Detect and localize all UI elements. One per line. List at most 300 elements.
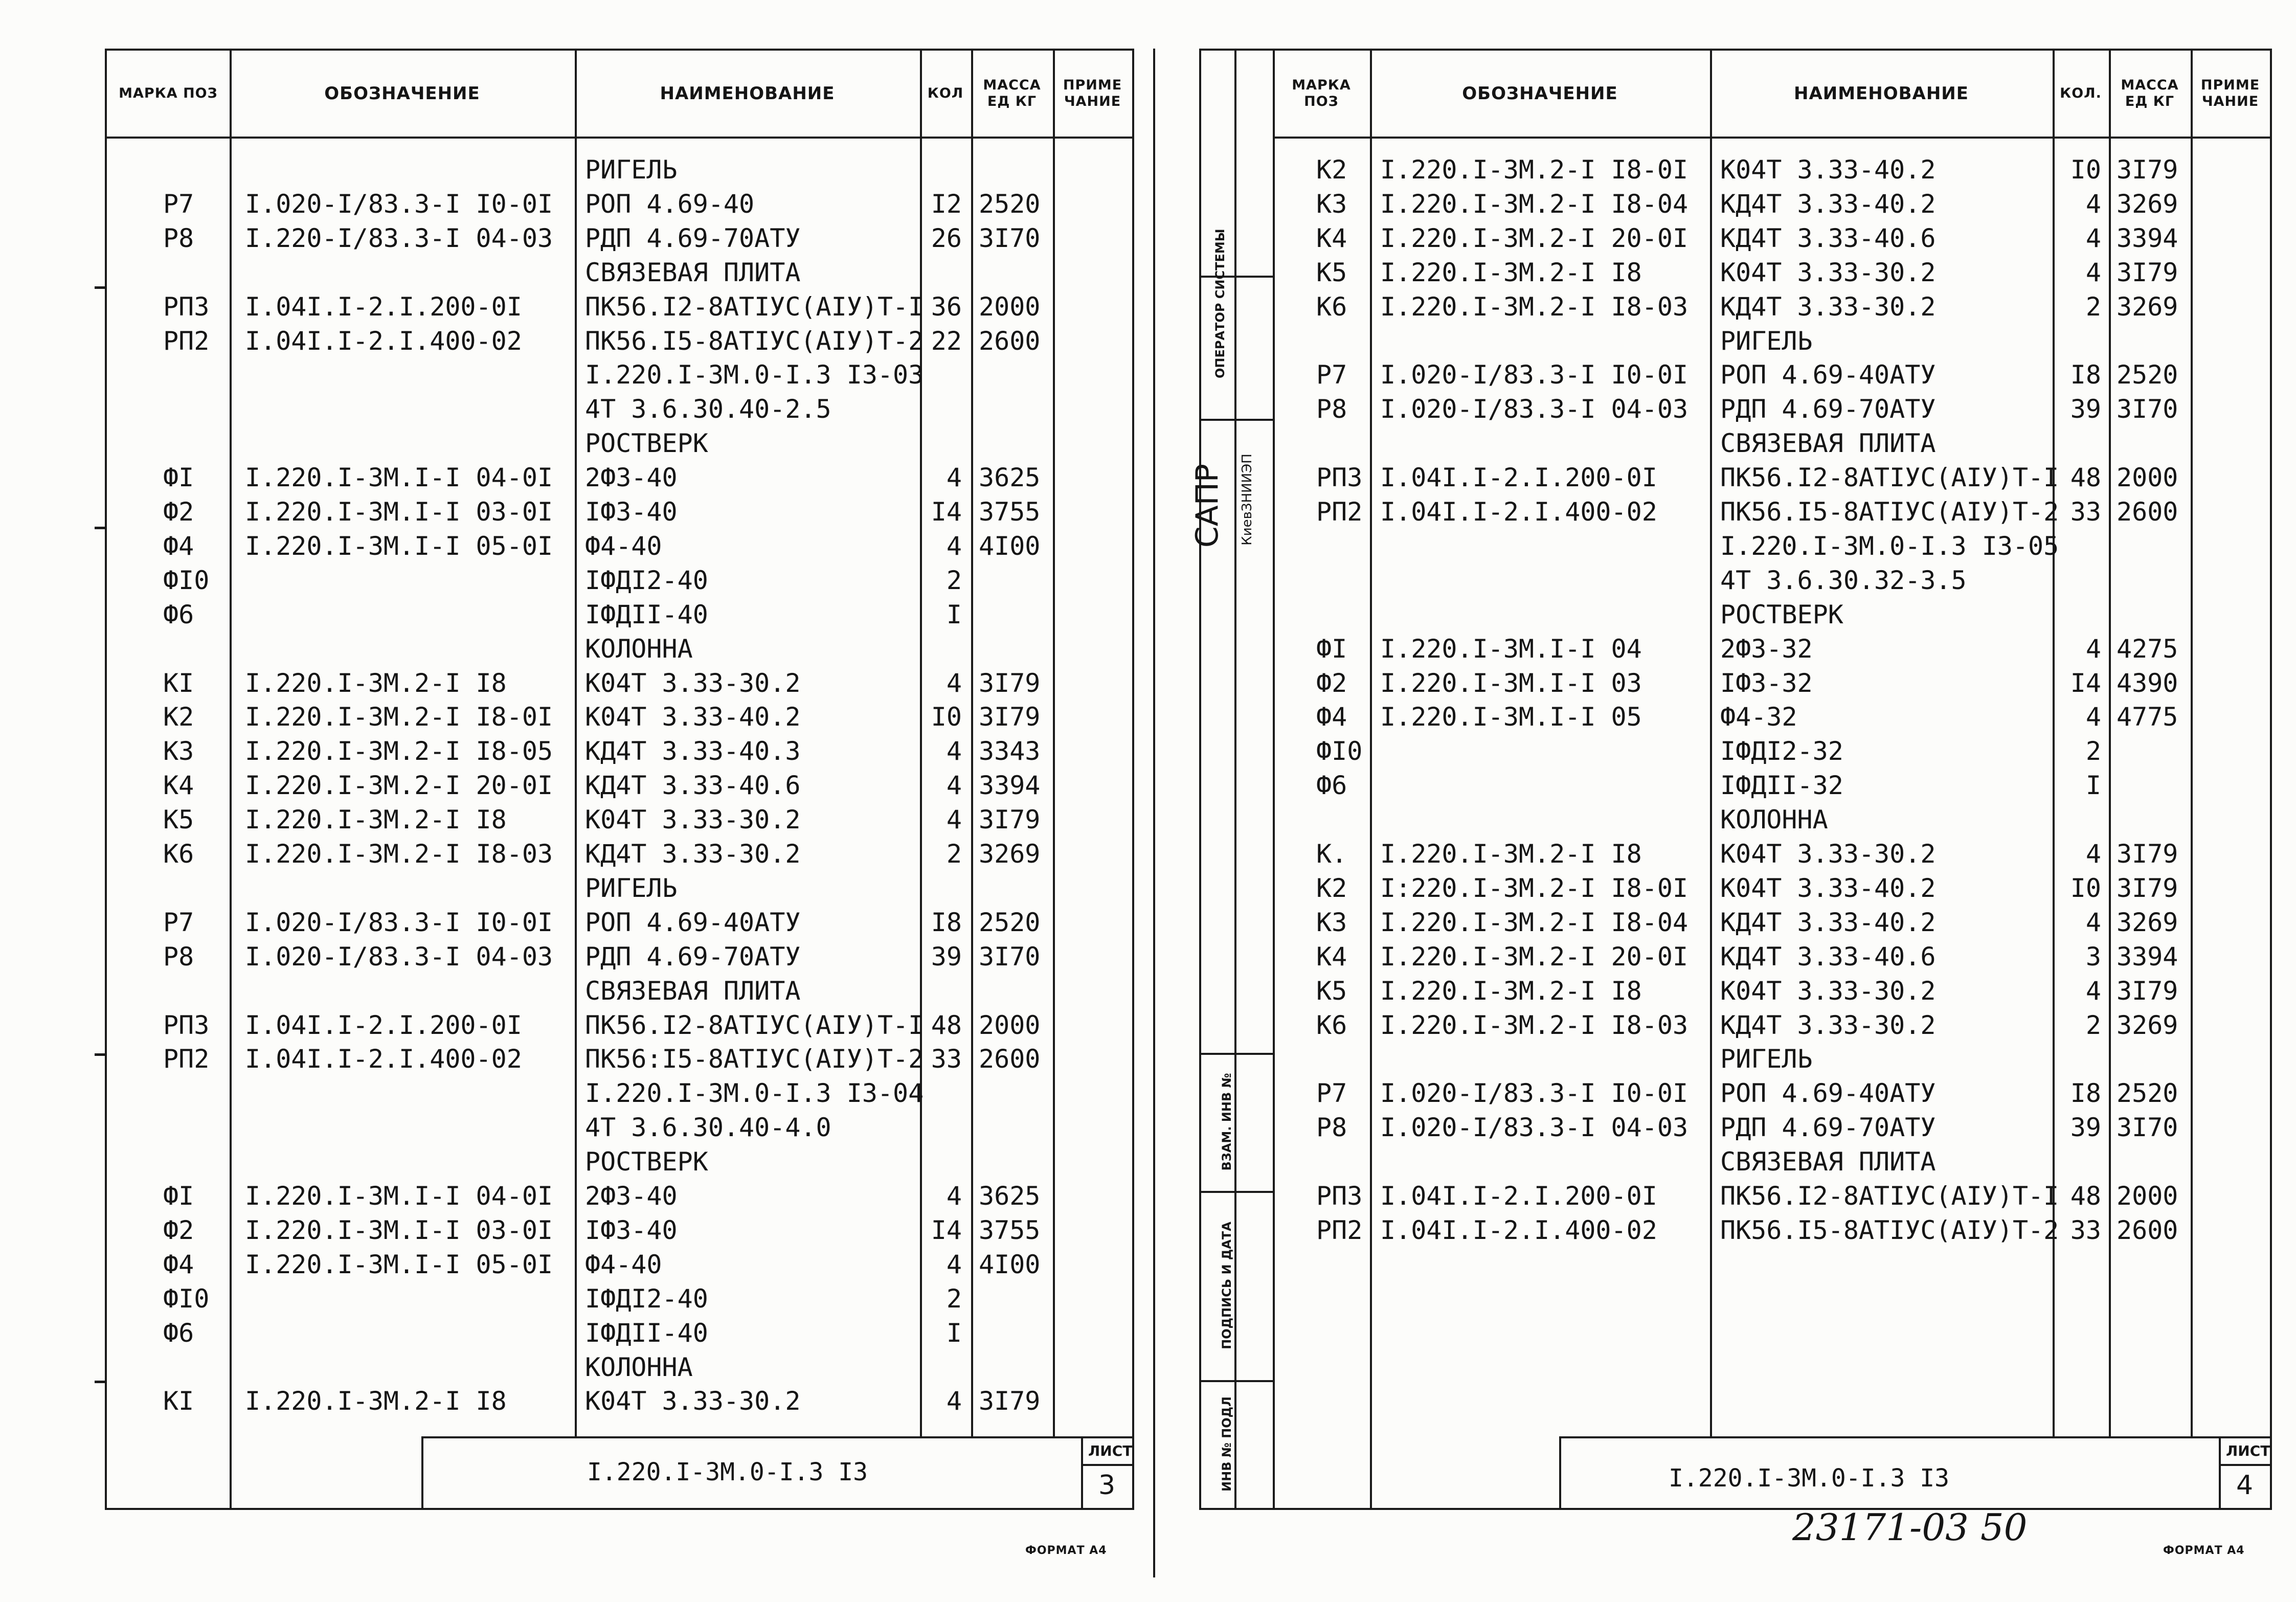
cell-qty: 2 — [946, 839, 962, 869]
cell-designation: I.220.I-3М.2-I I8 — [245, 668, 507, 698]
cell-qty: I0 — [2070, 873, 2101, 903]
table-row — [1201, 324, 2270, 358]
cell-name: СВЯЗЕВАЯ ПЛИТА — [1720, 1147, 1936, 1177]
cell-designation: I.04I.I-2.I.400-02 — [1380, 497, 1657, 527]
table-row — [1201, 666, 2270, 700]
cell-mark: КI — [163, 668, 194, 698]
cell-name: РДП 4.69-70АТУ — [1720, 1113, 1936, 1143]
cell-mass: 3269 — [2117, 1010, 2178, 1040]
cell-name: РОП 4.69-40АТУ — [1720, 1078, 1936, 1109]
cell-qty: 4 — [2085, 839, 2101, 869]
table-row — [1201, 426, 2270, 460]
cell-qty: I8 — [2070, 1078, 2101, 1109]
side-label-inv: ИНВ № ПОДЛ — [1220, 1396, 1234, 1492]
cell-qty: 4 — [2085, 189, 2101, 219]
cell-mark: К4 — [1316, 223, 1347, 253]
cell-designation: I.220.I-3М.2-I I8-04 — [1380, 189, 1689, 219]
cell-qty: I4 — [931, 1215, 962, 1245]
cell-mark: К4 — [163, 771, 194, 801]
cell-name: КД4Т 3.33-40.2 — [1720, 189, 1936, 219]
table-row — [107, 426, 1132, 460]
cell-name: КОЛОННА — [585, 634, 693, 664]
cell-mass: 3I70 — [2117, 394, 2178, 424]
side-label-operator: ОПЕРАТОР СИСТЕМЫ — [1213, 229, 1227, 378]
cell-qty: 22 — [931, 326, 962, 356]
cell-designation: I.04I.I-2.I.200-0I — [245, 1010, 522, 1040]
table-row — [107, 666, 1132, 700]
cell-designation: I.220.I-3М.I-I 05 — [1380, 702, 1642, 732]
cell-mark: ФI — [163, 463, 194, 493]
cell-mass: 3I79 — [979, 1386, 1041, 1416]
table-row — [1201, 495, 2270, 529]
table-row — [107, 769, 1132, 802]
cell-designation: I.220.I-3М.I-I 03-0I — [245, 1215, 553, 1245]
cell-name: КД4Т 3.33-30.2 — [1720, 1010, 1936, 1040]
binding-tick — [95, 1053, 106, 1056]
table-row — [1201, 256, 2270, 289]
table-row — [107, 906, 1132, 939]
cell-mass: 2520 — [2117, 1078, 2178, 1109]
side-label-sapr: САПР — [1189, 463, 1225, 548]
cell-mark: К6 — [1316, 1010, 1347, 1040]
cell-name: ПК56.I5-8АТIУС(АIУ)Т-2 — [1720, 1215, 2059, 1245]
cell-designation: I.220.I-3М.2-I 20-0I — [245, 771, 553, 801]
cell-name: КД4Т 3.33-40.6 — [585, 771, 801, 801]
cell-mark: РП3 — [163, 291, 210, 322]
table-row — [1201, 529, 2270, 563]
cell-name: РОСТВЕРК — [585, 1147, 708, 1177]
cell-designation: I.220.I-3М.2-I I8 — [245, 1386, 507, 1416]
cell-name: К04Т 3.33-30.2 — [585, 1386, 801, 1416]
cell-designation: I.220.I-3М.2-I I8 — [1380, 257, 1642, 287]
table-row — [107, 461, 1132, 494]
table-row — [1201, 1076, 2270, 1110]
document-code: I.220.I-3М.0-I.3 I3 — [587, 1458, 868, 1486]
cell-designation: I.020-I/83.3-I I0-0I — [1380, 1078, 1689, 1109]
cell-designation: I.220.I-3М.2-I I8 — [1380, 976, 1642, 1006]
cell-name: РИГЕЛЬ — [1720, 1044, 1813, 1074]
cell-mass: 3625 — [979, 463, 1041, 493]
header-mark: МАРКА ПОЗ — [119, 85, 218, 101]
cell-mark: Р8 — [1316, 394, 1347, 424]
table-row — [107, 598, 1132, 631]
cell-mass: 3269 — [2117, 907, 2178, 937]
cell-mass: 3I79 — [979, 668, 1041, 698]
cell-qty: 2 — [946, 565, 962, 595]
sheet-label: ЛИСТ — [2226, 1442, 2270, 1459]
table-row — [1201, 1042, 2270, 1076]
cell-mass: 3343 — [979, 736, 1041, 766]
cell-qty: I8 — [2070, 360, 2101, 390]
table-row — [1201, 358, 2270, 392]
cell-mass: 2520 — [979, 189, 1041, 219]
cell-name: ПК56.I2-8АТIУС(АIУ)Т-I — [1720, 1181, 2059, 1211]
cell-designation: I.020-I/83.3-I I0-0I — [1380, 360, 1689, 390]
cell-designation: I.04I.I-2.I.200-0I — [1380, 1181, 1657, 1211]
cell-mark: Р7 — [163, 189, 194, 219]
cell-mass: 3269 — [2117, 291, 2178, 322]
cell-designation: I.020-I/83.3-I I0-0I — [245, 907, 553, 937]
cell-qty: 2 — [2085, 291, 2101, 322]
cell-mark: К2 — [163, 702, 194, 732]
table-row — [107, 871, 1132, 905]
table-row — [1201, 598, 2270, 631]
cell-mark: К5 — [1316, 976, 1347, 1006]
table-row — [1201, 461, 2270, 494]
cell-qty: 33 — [2070, 497, 2101, 527]
cell-name: КД4Т 3.33-40.6 — [1720, 941, 1936, 972]
cell-name: IФДII-32 — [1720, 771, 1843, 801]
cell-qty: 4 — [946, 1181, 962, 1211]
cell-mark: Р8 — [1316, 1113, 1347, 1143]
header-qty: КОЛ. — [2060, 85, 2102, 101]
sheet-box-divider — [2221, 1464, 2272, 1466]
cell-mass: 3269 — [2117, 189, 2178, 219]
cell-mark: К5 — [1316, 257, 1347, 287]
table-row — [107, 1248, 1132, 1281]
cell-qty: 4 — [2085, 223, 2101, 253]
table-row — [107, 1213, 1132, 1247]
cell-designation: I.020-I/83.3-I 04-03 — [1380, 394, 1689, 424]
cell-name: КОЛОННА — [585, 1352, 693, 1382]
cell-qty: 4 — [946, 1249, 962, 1279]
cell-name: 4Т 3.6.30.40-2.5 — [585, 394, 831, 424]
cell-name: 2Ф3-32 — [1720, 634, 1813, 664]
cell-mark: Ф4 — [163, 531, 194, 561]
cell-mark: КI — [163, 1386, 194, 1416]
cell-mass: 3755 — [979, 497, 1041, 527]
handwritten-archive-number: 23171-03 50 — [1792, 1506, 2028, 1549]
cell-name: РИГЕЛЬ — [1720, 326, 1813, 356]
table-row — [107, 803, 1132, 837]
cell-qty: 4 — [946, 771, 962, 801]
table-row — [107, 940, 1132, 974]
cell-qty: 4 — [946, 531, 962, 561]
cell-mass: 3394 — [2117, 223, 2178, 253]
cell-mark: Ф2 — [1316, 668, 1347, 698]
cell-designation: I.220.I-3М.I-I 03-0I — [245, 497, 553, 527]
table-row — [1201, 187, 2270, 221]
cell-mass: 2000 — [2117, 1181, 2178, 1211]
header-designation: ОБОЗНАЧЕНИЕ — [324, 83, 480, 104]
cell-qty: 4 — [2085, 702, 2101, 732]
cell-mark: Ф6 — [163, 599, 194, 629]
cell-qty: I — [946, 599, 962, 629]
cell-name: IФДII-40 — [585, 599, 708, 629]
cell-qty: 39 — [2070, 394, 2101, 424]
cell-designation: I:220.I-3М.2-I I8-0I — [1380, 873, 1689, 903]
cell-qty: I4 — [2070, 668, 2101, 698]
cell-name: КД4Т 3.33-40.6 — [1720, 223, 1936, 253]
cell-mark: Р7 — [1316, 1078, 1347, 1109]
cell-designation: I.220.I-3М.2-I 20-0I — [1380, 223, 1689, 253]
cell-designation: I.04I.I-2.I.200-0I — [1380, 463, 1657, 493]
cell-qty: I0 — [2070, 155, 2101, 185]
header-divider — [1273, 137, 2270, 139]
table-row — [1201, 563, 2270, 597]
cell-name: ПК56.I5-8АТIУС(АIУ)Т-2 — [1720, 497, 2059, 527]
cell-qty: I0 — [931, 702, 962, 732]
header-divider — [107, 137, 1132, 139]
cell-mark: К3 — [1316, 907, 1347, 937]
cell-qty: 2 — [2085, 736, 2101, 766]
cell-mass: 3755 — [979, 1215, 1041, 1245]
cell-mark: ФI — [1316, 634, 1347, 664]
cell-mass: 2600 — [2117, 497, 2178, 527]
table-row — [1201, 153, 2270, 187]
header-note: ПРИМЕ ЧАНИЕ — [2200, 77, 2260, 109]
table-row — [1201, 769, 2270, 802]
cell-mass: 4275 — [2117, 634, 2178, 664]
cell-name: К04Т 3.33-40.2 — [1720, 873, 1936, 903]
cell-mass: 3269 — [979, 839, 1041, 869]
cell-mark: Ф2 — [163, 497, 194, 527]
spec-sheet-4 — [1189, 49, 2272, 1510]
cell-qty: 48 — [2070, 463, 2101, 493]
table-row — [1201, 906, 2270, 939]
cell-name: I.220.I-3М.0-I.3 I3-05 — [1720, 531, 2059, 561]
table-row — [107, 1350, 1132, 1384]
cell-name: РОСТВЕРК — [585, 428, 708, 459]
page-fold-line — [1153, 49, 1155, 1577]
header-designation: ОБОЗНАЧЕНИЕ — [1462, 83, 1618, 104]
cell-mass: 3I79 — [2117, 976, 2178, 1006]
side-divider — [1201, 1380, 1273, 1382]
cell-mass: 3I79 — [979, 702, 1041, 732]
cell-mark: К4 — [1316, 941, 1347, 972]
table-row — [107, 1008, 1132, 1042]
cell-qty: 39 — [2070, 1113, 2101, 1143]
cell-name: I.220.I-3М.0-I.3 I3-04 — [585, 1078, 924, 1109]
cell-name: К04Т 3.33-30.2 — [1720, 257, 1936, 287]
cell-name: IФ3-40 — [585, 1215, 678, 1245]
cell-name: КД4Т 3.33-40.2 — [1720, 907, 1936, 937]
cell-designation: I.220.I-3М.2-I I8-03 — [1380, 291, 1689, 322]
table-row — [107, 837, 1132, 871]
cell-qty: 36 — [931, 291, 962, 322]
table-row — [1201, 974, 2270, 1008]
cell-designation: I.04I.I-2.I.400-02 — [245, 1044, 522, 1074]
cell-mark: РП2 — [163, 326, 210, 356]
cell-name: КД4Т 3.33-40.3 — [585, 736, 801, 766]
format-label: ФОРМАТ А4 — [1025, 1544, 1107, 1557]
cell-name: IФДI2-40 — [585, 1283, 708, 1314]
cell-name: IФДI2-32 — [1720, 736, 1843, 766]
cell-qty: I2 — [931, 189, 962, 219]
cell-designation: I.220.I-3М.2-I I8-03 — [1380, 1010, 1689, 1040]
cell-designation: I.220.I-3М.2-I I8-03 — [245, 839, 553, 869]
cell-name: IФ3-40 — [585, 497, 678, 527]
cell-mark: РП3 — [163, 1010, 210, 1040]
cell-designation: I.04I.I-2.I.200-0I — [245, 291, 522, 322]
cell-name: 2Ф3-40 — [585, 1181, 678, 1211]
cell-designation: I.220.I-3М.I-I 03 — [1380, 668, 1642, 698]
table-row — [107, 1076, 1132, 1110]
cell-mass: 4775 — [2117, 702, 2178, 732]
cell-qty: I8 — [931, 907, 962, 937]
sheet-label: ЛИСТ — [1088, 1442, 1133, 1459]
header-mark: МАРКА ПОЗ — [1292, 77, 1351, 109]
cell-mark: ФI0 — [163, 565, 210, 595]
cell-name: 4Т 3.6.30.32-3.5 — [1720, 565, 1967, 595]
table-row — [1201, 221, 2270, 255]
cell-mark: К5 — [163, 805, 194, 835]
cell-mark: РП3 — [1316, 1181, 1363, 1211]
cell-designation: I.220.I-3М.I-I 05-0I — [245, 1249, 553, 1279]
cell-qty: 4 — [946, 668, 962, 698]
header-mass: МАССА ЕД КГ — [2121, 77, 2179, 109]
cell-mark: Р7 — [163, 907, 194, 937]
table-row — [1201, 632, 2270, 666]
cell-name: IФДI2-40 — [585, 565, 708, 595]
cell-qty: 3 — [2085, 941, 2101, 972]
cell-qty: 4 — [2085, 907, 2101, 937]
cell-mark: ФI0 — [163, 1283, 210, 1314]
cell-mass: 3I70 — [979, 223, 1041, 253]
header-qty: КОЛ — [927, 85, 964, 101]
cell-mark: Ф6 — [163, 1318, 194, 1348]
cell-name: IФ3-32 — [1720, 668, 1813, 698]
cell-mark: К6 — [163, 839, 194, 869]
cell-mark: РП3 — [1316, 463, 1363, 493]
cell-designation: I.04I.I-2.I.400-02 — [245, 326, 522, 356]
table-row — [107, 290, 1132, 324]
table-row — [107, 221, 1132, 255]
cell-designation: I.020-I/83.3-I 04-03 — [245, 941, 553, 972]
cell-name: РОСТВЕРК — [1720, 599, 1843, 629]
table-row — [107, 1111, 1132, 1144]
cell-name: СВЯЗЕВАЯ ПЛИТА — [585, 257, 801, 287]
cell-designation: I.220.I-3М.I-I 04-0I — [245, 1181, 553, 1211]
cell-mark: Р8 — [163, 223, 194, 253]
cell-designation: I.020-I/83.3-I 04-03 — [1380, 1113, 1689, 1143]
sheet-number: 4 — [2236, 1470, 2254, 1501]
cell-qty: 26 — [931, 223, 962, 253]
cell-mass: 4I00 — [979, 1249, 1041, 1279]
table-row — [1201, 700, 2270, 734]
cell-name: ПК56.I2-8АТIУС(АIУ)Т-I — [1720, 463, 2059, 493]
cell-mass: 2520 — [2117, 360, 2178, 390]
cell-mark: К2 — [1316, 155, 1347, 185]
title-block — [1559, 1436, 2272, 1510]
cell-name: РИГЕЛЬ — [585, 155, 678, 185]
cell-mark: РП2 — [1316, 1215, 1363, 1245]
table-row — [107, 1179, 1132, 1213]
cell-mark: Ф6 — [1316, 771, 1347, 801]
table-row — [107, 1282, 1132, 1316]
cell-mark: Ф2 — [163, 1215, 194, 1245]
cell-name: ПК56.I2-8АТIУС(АIУ)Т-I — [585, 1010, 924, 1040]
cell-name: РДП 4.69-70АТУ — [585, 223, 801, 253]
cell-mass: 3I79 — [2117, 873, 2178, 903]
cell-designation: I.04I.I-2.I.400-02 — [1380, 1215, 1657, 1245]
side-label-vzam: ВЗАМ. ИНВ № — [1220, 1073, 1234, 1171]
cell-mark: ФI0 — [1316, 736, 1363, 766]
cell-name: Ф4-40 — [585, 531, 662, 561]
cell-name: СВЯЗЕВАЯ ПЛИТА — [585, 976, 801, 1006]
table-row — [107, 324, 1132, 358]
header-note: ПРИМЕ ЧАНИЕ — [1063, 77, 1122, 109]
cell-mass: 3394 — [2117, 941, 2178, 972]
table-row — [1201, 1179, 2270, 1213]
table-row — [1201, 871, 2270, 905]
cell-name: К04Т 3.33-40.2 — [1720, 155, 1936, 185]
cell-designation: I.220.I-3М.2-I I8-0I — [245, 702, 553, 732]
cell-designation: I.220.I-3М.2-I I8-0I — [1380, 155, 1689, 185]
table-row — [1201, 1111, 2270, 1144]
sheet-number: 3 — [1098, 1470, 1116, 1501]
cell-name: I.220.I-3М.0-I.3 I3-03 — [585, 360, 924, 390]
cell-mass: 3625 — [979, 1181, 1041, 1211]
cell-qty: 33 — [2070, 1215, 2101, 1245]
table-row — [107, 700, 1132, 734]
table-row — [107, 529, 1132, 563]
cell-mass: 2600 — [979, 1044, 1041, 1074]
binding-tick — [95, 527, 106, 529]
cell-qty: 2 — [946, 1283, 962, 1314]
table-row — [107, 187, 1132, 221]
cell-mass: 3I79 — [2117, 839, 2178, 869]
sheet-number-box — [2219, 1438, 2272, 1508]
cell-designation: I.220.I-3М.2-I I8-05 — [245, 736, 553, 766]
table-row — [1201, 837, 2270, 871]
cell-name: К04Т 3.33-30.2 — [585, 668, 801, 698]
table-row — [1201, 290, 2270, 324]
cell-name: КД4Т 3.33-30.2 — [1720, 291, 1936, 322]
cell-qty: 4 — [946, 1386, 962, 1416]
table-row — [107, 974, 1132, 1008]
table-row — [107, 1316, 1132, 1350]
cell-name: 2Ф3-40 — [585, 463, 678, 493]
cell-qty: 4 — [946, 463, 962, 493]
cell-designation: I.220.I-3М.2-I I8 — [245, 805, 507, 835]
cell-mass: 4I00 — [979, 531, 1041, 561]
cell-mark: К6 — [1316, 291, 1347, 322]
table-row — [107, 632, 1132, 666]
document-code: I.220.I-3М.0-I.3 I3 — [1669, 1464, 1950, 1493]
cell-designation: I.220.I-3М.2-I I8 — [1380, 839, 1642, 869]
cell-qty: 39 — [931, 941, 962, 972]
binding-tick — [95, 1381, 106, 1383]
cell-name: ПК56.I2-8АТIУС(АIУ)Т-I — [585, 291, 924, 322]
cell-name: КОЛОННА — [1720, 805, 1828, 835]
table-row — [107, 358, 1132, 392]
cell-mass: 2000 — [979, 291, 1041, 322]
cell-designation: I.220.I-3М.2-I I8-04 — [1380, 907, 1689, 937]
cell-name: Ф4-32 — [1720, 702, 1797, 732]
cell-name: РИГЕЛЬ — [585, 873, 678, 903]
cell-mass: 3I70 — [979, 941, 1041, 972]
cell-designation: I.220.I-3М.I-I 05-0I — [245, 531, 553, 561]
cell-qty: I — [2085, 771, 2101, 801]
cell-name: РОП 4.69-40 — [585, 189, 755, 219]
cell-qty: 48 — [931, 1010, 962, 1040]
table-row — [107, 563, 1132, 597]
table-row — [107, 734, 1132, 768]
cell-mark: РП2 — [1316, 497, 1363, 527]
cell-qty: 4 — [2085, 634, 2101, 664]
cell-mark: Р8 — [163, 941, 194, 972]
cell-name: Ф4-40 — [585, 1249, 662, 1279]
cell-name: КД4Т 3.33-30.2 — [585, 839, 801, 869]
cell-name: РДП 4.69-70АТУ — [1720, 394, 1936, 424]
cell-name: К04Т 3.33-40.2 — [585, 702, 801, 732]
table-row — [107, 495, 1132, 529]
cell-mass: 3I70 — [2117, 1113, 2178, 1143]
format-label: ФОРМАТ А4 — [2163, 1544, 2245, 1557]
cell-qty: 4 — [946, 736, 962, 766]
cell-mass: 3394 — [979, 771, 1041, 801]
